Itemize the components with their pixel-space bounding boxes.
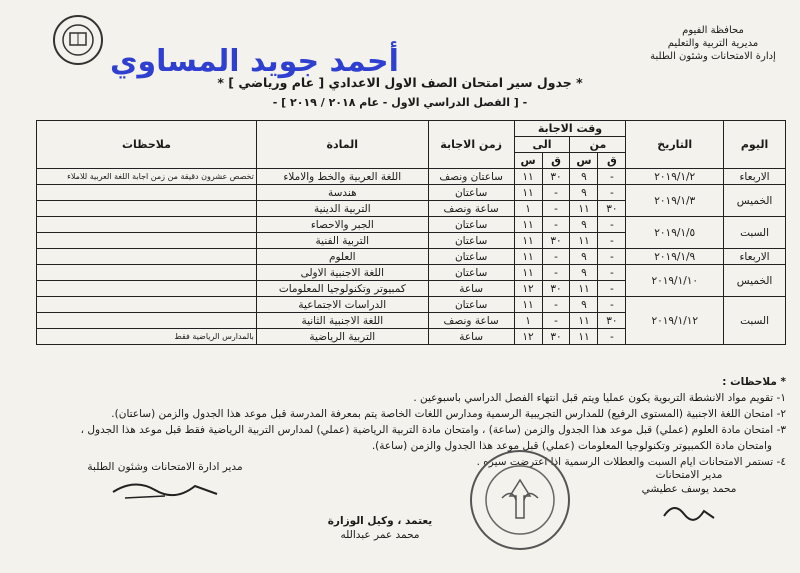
col-duration: زمن الاجابة [428,121,514,169]
official-stamp-icon [470,450,570,550]
subject-cell: العلوم [256,249,428,265]
col-subject: المادة [256,121,428,169]
duration-cell: ساعة [428,281,514,297]
note-item: ٢- امتحان اللغة الاجنبية (المستوى الرفيع) للمدارس التجريبية الرسمية ومدارس اللغات الخاصة يتم بمعرفة المدرسة قبل موعد هذا الجدول والزمن (ساعتان). [111,408,786,420]
from-min-cell: - [598,281,626,297]
col-date: التاريخ [626,121,724,169]
duration-cell: ساعة ونصف [428,313,514,329]
to-min-cell: - [542,313,570,329]
note-cell [37,185,257,201]
handwritten-signature-icon [105,474,225,504]
to-hour-cell: ١١ [514,249,542,265]
page-title: * جدول سير امتحان الصف الاول الاعدادي [ عام ورياضي ] * [217,75,583,90]
subject-cell: التربية الرياضية [256,329,428,345]
from-min-cell: - [598,329,626,345]
from-min-cell: - [598,217,626,233]
duration-cell: ساعتان [428,217,514,233]
directorate-label: مديرية التربية والتعليم [667,38,759,49]
col-to-s: س [514,153,542,169]
admin-director-title: مدير ادارة الامتحانات وشئون الطلبة [87,461,243,473]
subject-cell: اللغة الاجنبية الاولى [256,265,428,281]
schedule-table [36,120,786,345]
note-cell [37,297,257,313]
date-cell: ٢٠١٩/١/١٢ [626,297,724,345]
to-hour-cell: ١١ [514,185,542,201]
duration-cell: ساعتان ونصف [428,169,514,185]
day-cell: الخميس [724,265,786,297]
from-min-cell: - [598,249,626,265]
from-hour-cell: ٩ [570,249,598,265]
to-hour-cell: ١١ [514,265,542,281]
from-min-cell: - [598,185,626,201]
note-cell: تخصص عشرون دقيقة من زمن اجابة اللغة العربية للاملاء [37,169,257,185]
to-min-cell: - [542,249,570,265]
date-cell: ٢٠١٩/١/١٠ [626,265,724,297]
header-block [648,24,778,63]
date-cell: ٢٠١٩/١/٥ [626,217,724,249]
to-hour-cell: ١ [514,313,542,329]
to-hour-cell: ١ [514,201,542,217]
col-day: اليوم [724,121,786,169]
from-min-cell: ٣٠ [598,313,626,329]
from-hour-cell: ١١ [570,281,598,297]
table-row [37,297,786,313]
from-min-cell: ٣٠ [598,201,626,217]
from-min-cell: - [598,169,626,185]
subject-cell: التربية الدينية [256,201,428,217]
note-cell [37,265,257,281]
to-min-cell: - [542,265,570,281]
notes-section [16,374,786,470]
table-row [37,185,786,201]
duration-cell: ساعة ونصف [428,201,514,217]
eagle-emblem-icon [472,452,568,548]
to-hour-cell: ١١ [514,233,542,249]
note-cell [37,249,257,265]
to-min-cell: ٣٠ [542,329,570,345]
ministry-logo-icon [52,12,104,70]
to-min-cell: ٣٠ [542,281,570,297]
to-min-cell: ٣٠ [542,233,570,249]
exam-director-name: محمد يوسف عطيشي [641,483,737,495]
note-item: ٤- تستمر الامتحانات ايام السبت والعطلات الرسمية اذا اعترضت سيره . [476,456,786,468]
note-cell [37,313,257,329]
note-cell [37,217,257,233]
from-hour-cell: ٩ [570,185,598,201]
from-hour-cell: ٩ [570,265,598,281]
handwritten-signature-icon [659,496,719,526]
exam-director-title: مدير الامتحانات [655,469,723,481]
from-hour-cell: ٩ [570,169,598,185]
to-hour-cell: ١٢ [514,329,542,345]
from-hour-cell: ١١ [570,329,598,345]
col-to-d: ق [542,153,570,169]
note-item: وامتحان مادة الكمبيوتر وتكنولوجيا المعلومات (عملي) قبل موعد هذا الجدول والزمن (ساعة). [371,440,772,452]
to-min-cell: - [542,297,570,313]
col-to: الى [514,137,570,153]
col-from-s: س [570,153,598,169]
watermark-text: أحمد جويد المساوي [110,44,399,79]
table-row [37,249,786,265]
note-cell [37,281,257,297]
notes-heading: * ملاحظات : [722,376,786,388]
duration-cell: ساعتان [428,297,514,313]
note-cell [37,201,257,217]
department-label: إدارة الامتحانات وشئون الطلبة [650,51,776,62]
undersecretary-name: محمد عمر عبدالله [340,529,420,541]
to-hour-cell: ١١ [514,297,542,313]
note-cell [37,233,257,249]
note-cell: بالمدارس الرياضية فقط [37,329,257,345]
col-notes: ملاحظات [37,121,257,169]
table-row [37,265,786,281]
from-min-cell: - [598,265,626,281]
subject-cell: الجبر والاحصاء [256,217,428,233]
date-cell: ٢٠١٩/١/٢ [626,169,724,185]
note-item: ٣- امتحان مادة العلوم (عملي) قبل موعد هذا الجدول والزمن (ساعة) ، وامتحان مادة التربية الرياضية (عملي) لمدارس التربية الرياضية فقط قبل موعد هذا الجدول ، [80,424,786,436]
subject-cell: الدراسات الاجتماعية [256,297,428,313]
col-from-d: ق [598,153,626,169]
to-min-cell: - [542,185,570,201]
from-hour-cell: ١١ [570,233,598,249]
from-hour-cell: ٩ [570,297,598,313]
from-hour-cell: ٩ [570,217,598,233]
from-min-cell: - [598,233,626,249]
day-cell: الخميس [724,185,786,217]
subject-cell: اللغة الاجنبية الثانية [256,313,428,329]
day-cell: السبت [724,217,786,249]
exam-director-signature [614,468,764,530]
duration-cell: ساعتان [428,233,514,249]
governorate-label: محافظة الفيوم [682,25,744,36]
subject-cell: التربية الفنية [256,233,428,249]
from-hour-cell: ١١ [570,313,598,329]
to-hour-cell: ١١ [514,169,542,185]
from-hour-cell: ١١ [570,201,598,217]
duration-cell: ساعتان [428,249,514,265]
subject-cell: هندسة [256,185,428,201]
date-cell: ٢٠١٩/١/٩ [626,249,724,265]
admin-director-signature [70,460,260,508]
day-cell: الاربعاء [724,169,786,185]
approved-label: يعتمد ، وكيل الوزارة [327,515,433,527]
to-min-cell: - [542,201,570,217]
undersecretary-signature [280,514,480,542]
subject-cell: اللغة العربية والخط والاملاء [256,169,428,185]
table-row [37,169,786,185]
to-min-cell: - [542,217,570,233]
duration-cell: ساعتان [428,265,514,281]
to-min-cell: ٣٠ [542,169,570,185]
duration-cell: ساعتان [428,185,514,201]
col-answer-time: وقت الاجابة [514,121,626,137]
from-min-cell: - [598,297,626,313]
term-subtitle: - [ الفصل الدراسي الاول - عام ٢٠١٨ / ٢٠١٩ ] - [272,96,528,109]
date-cell: ٢٠١٩/١/٣ [626,185,724,217]
subject-cell: كمبيوتر وتكنولوجيا المعلومات [256,281,428,297]
col-from: من [570,137,626,153]
to-hour-cell: ١١ [514,217,542,233]
to-hour-cell: ١٢ [514,281,542,297]
day-cell: الاربعاء [724,249,786,265]
duration-cell: ساعة [428,329,514,345]
table-row [37,217,786,233]
day-cell: السبت [724,297,786,345]
note-item: ١- تقويم مواد الانشطة التربوية يكون عمليا ويتم قبل انتهاء الفصل الدراسي باسبوعين . [413,392,786,404]
